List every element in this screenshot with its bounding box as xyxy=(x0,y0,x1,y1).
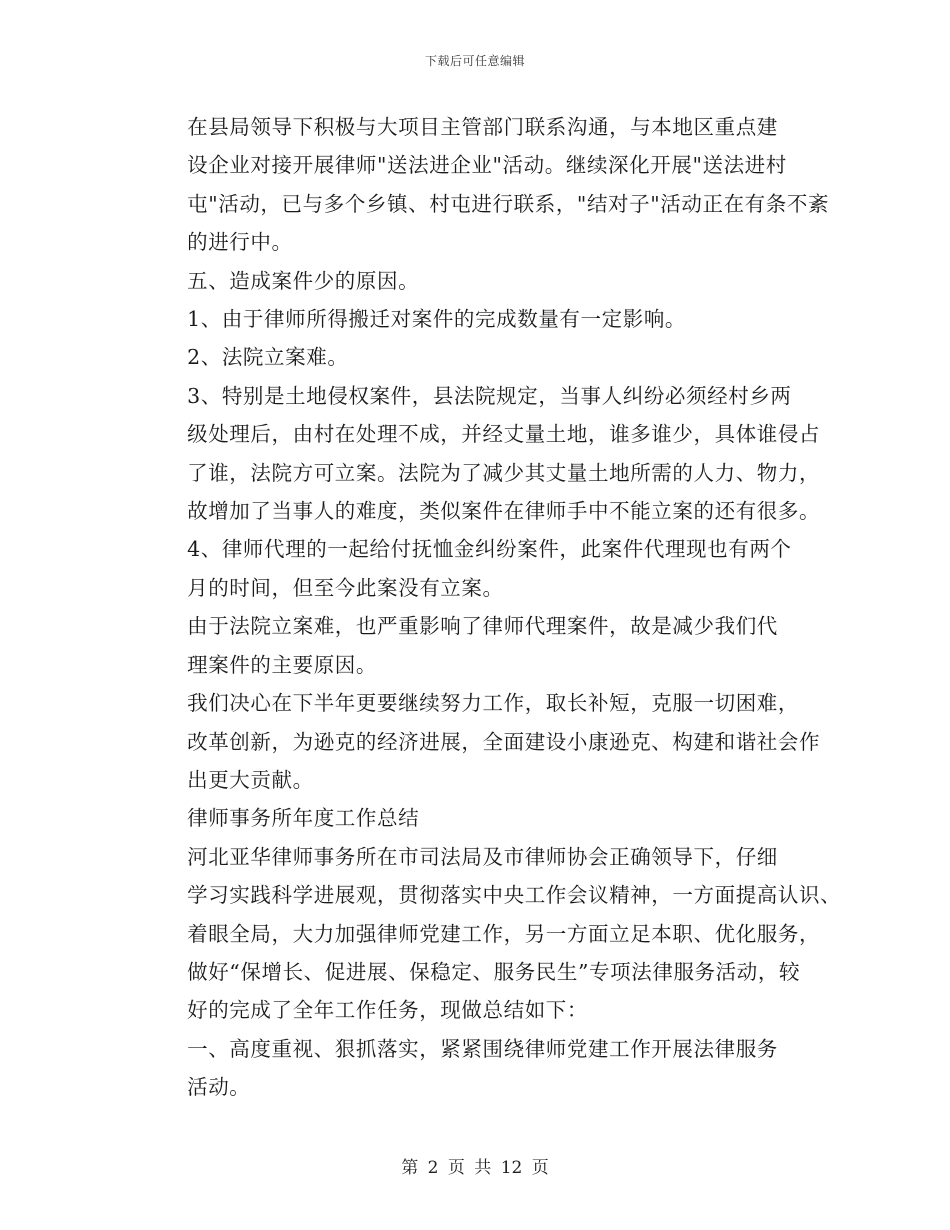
text-line: 的进行中。 xyxy=(187,230,293,255)
paragraph xyxy=(142,607,808,684)
text-line: 律师事务所年度工作总结 xyxy=(187,806,420,831)
document-body xyxy=(142,108,842,1107)
text-line: 设企业对接开展律师"送法进企业"活动。继续深化开展"送法进村 xyxy=(187,153,787,178)
text-line: 好的完成了全年工作任务，现做总结如下： xyxy=(187,998,588,1023)
text-line: 我们决心在下半年更要继续努力工作，取长补短，克服一切困难， xyxy=(187,691,799,716)
text-line: 月的时间，但至今此案没有立案。 xyxy=(187,575,504,600)
paragraph xyxy=(142,838,842,1030)
text-line: 改革创新，为逊克的经济进展，全面建设小康逊克、构建和谐社会作 xyxy=(187,729,821,754)
text-line: 着眼全局，大力加强律师党建工作，另一方面立足本职、优化服务， xyxy=(187,921,821,946)
text-line: 了谁，法院方可立案。法院为了减少其丈量土地所需的人力、物力， xyxy=(187,460,821,485)
text-line: 4、律师代理的一起给付抚恤金纠纷案件，此案件代理现也有两个 xyxy=(187,537,792,562)
page-number-footer: 第 2 页 共 12 页 xyxy=(401,1158,549,1178)
text-line: 理案件的主要原因。 xyxy=(187,652,377,677)
text-line: 屯"活动，已与多个乡镇、村屯进行联系，"结对子"活动正在有条不紊 xyxy=(187,191,830,216)
page-header-note: 下载后可任意编辑 xyxy=(424,54,525,68)
text-line: 出更大贡献。 xyxy=(187,767,314,792)
text-line: 学习实践科学进展观，贯彻落实中央工作会议精神，一方面提高认识、 xyxy=(187,883,842,908)
text-line: 五、造成案件少的原因。 xyxy=(187,268,420,293)
text-line: 一、高度重视、狠抓落实，紧紧围绕律师党建工作开展法律服务 xyxy=(187,1036,778,1061)
text-line: 河北亚华律师事务所在市司法局及市律师协会正确领导下，仔细 xyxy=(187,844,778,869)
text-line: 2、法院立案难。 xyxy=(187,345,349,370)
paragraph xyxy=(142,684,821,799)
paragraph xyxy=(142,1030,808,1107)
text-line: 活动。 xyxy=(187,1075,251,1100)
paragraph xyxy=(142,262,808,300)
text-line: 级处理后，由村在处理不成，并经丈量土地，谁多谁少，具体谁侵占 xyxy=(187,422,821,447)
text-line: 在县局领导下积极与大项目主管部门联系沟通，与本地区重点建 xyxy=(187,115,778,139)
paragraph xyxy=(142,377,821,531)
paragraph xyxy=(142,300,808,338)
text-line: 3、特别是土地侵权案件，县法院规定，当事人纠纷必须经村乡两 xyxy=(187,383,792,408)
paragraph xyxy=(142,530,808,607)
text-line: 由于法院立案难，也严重影响了律师代理案件，故是减少我们代 xyxy=(187,614,778,639)
paragraph xyxy=(142,108,830,262)
paragraph xyxy=(142,338,808,376)
text-line: 1、由于律师所得搬迁对案件的完成数量有一定影响。 xyxy=(187,307,687,332)
text-line: 做好“保增长、促进展、保稳定、服务民生”专项法律服务活动，较 xyxy=(187,959,801,984)
text-line: 故增加了当事人的难度，类似案件在律师手中不能立案的还有很多。 xyxy=(187,499,821,524)
paragraph xyxy=(142,799,808,837)
